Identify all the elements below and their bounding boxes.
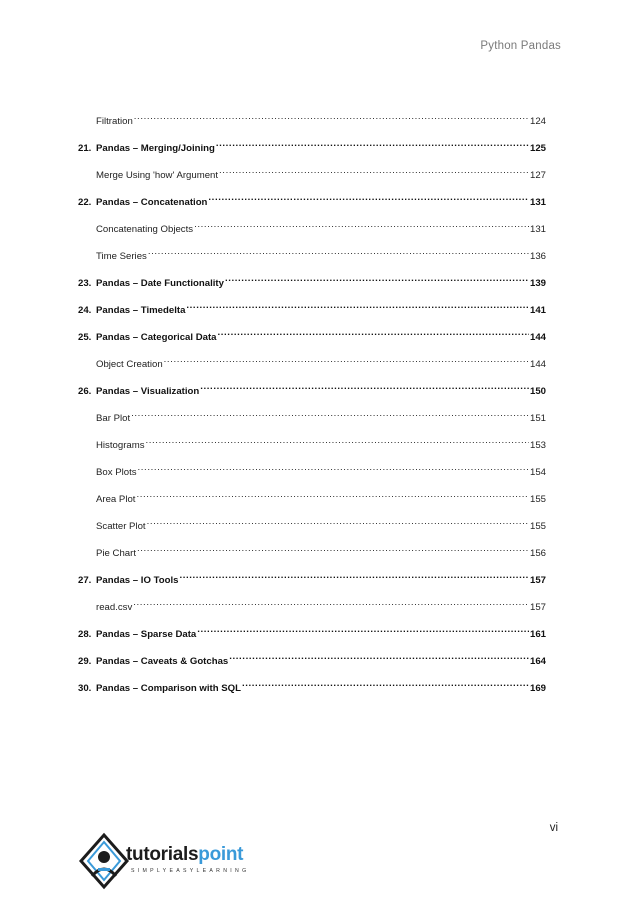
toc-chapter-entry[interactable]	[78, 300, 546, 327]
toc-entry-page: 144	[529, 332, 546, 343]
dot-leader	[131, 408, 529, 421]
toc-entry-title: read.csv	[96, 602, 133, 613]
toc-chapter-entry[interactable]	[78, 651, 546, 678]
dot-leader	[200, 381, 529, 394]
toc-entry-title: Pandas – Sparse Data	[96, 629, 197, 640]
toc-entry-title: Concatenating Objects	[96, 224, 194, 235]
toc-entry-title: Pandas – Categorical Data	[96, 332, 217, 343]
toc-entry-page: 157	[529, 602, 546, 613]
dot-leader	[219, 165, 529, 178]
toc-entry-page: 127	[529, 170, 546, 181]
dot-leader	[138, 462, 529, 475]
toc-entry-title: Area Plot	[96, 494, 136, 505]
toc-chapter-entry[interactable]	[78, 678, 546, 705]
toc-entry-number: 22.	[78, 197, 92, 208]
toc-section-entry[interactable]	[78, 354, 546, 381]
dot-leader	[208, 192, 529, 205]
toc-entry-title: Pandas – Comparison with SQL	[96, 683, 241, 694]
toc-chapter-entry[interactable]	[78, 273, 546, 300]
toc-entry-page: 150	[529, 386, 546, 397]
toc-entry-page: 156	[529, 548, 546, 559]
toc-entry-title: Merge Using 'how' Argument	[96, 170, 219, 181]
dot-leader	[179, 570, 529, 583]
toc-chapter-entry[interactable]	[78, 570, 546, 597]
toc-entry-title: Bar Plot	[96, 413, 131, 424]
toc-entry-title: Scatter Plot	[96, 521, 146, 532]
dot-leader	[242, 678, 529, 691]
dot-leader	[137, 543, 529, 556]
dot-leader	[218, 327, 529, 340]
toc-entry-page: 151	[529, 413, 546, 424]
toc-entry-page: 124	[529, 116, 546, 127]
toc-entry-page: 139	[529, 278, 546, 289]
table-of-contents	[78, 111, 546, 705]
dot-leader	[186, 300, 529, 313]
dot-leader	[164, 354, 529, 367]
toc-section-entry[interactable]	[78, 597, 546, 624]
toc-entry-title: Pandas – Date Functionality	[96, 278, 224, 289]
dot-leader	[134, 111, 529, 124]
toc-entry-title: Box Plots	[96, 467, 137, 478]
toc-entry-page: 169	[529, 683, 546, 694]
toc-chapter-entry[interactable]	[78, 381, 546, 408]
dot-leader	[146, 435, 529, 448]
toc-entry-page: 131	[529, 197, 546, 208]
running-header: Python Pandas	[480, 40, 561, 52]
toc-entry-page: 125	[529, 143, 546, 154]
toc-entry-title: Pandas – Visualization	[96, 386, 200, 397]
toc-entry-title: Pandas – Merging/Joining	[96, 143, 215, 154]
tutorialspoint-logo	[78, 832, 268, 890]
toc-section-entry[interactable]	[78, 516, 546, 543]
toc-entry-number: 23.	[78, 278, 92, 289]
toc-entry-title: Pie Chart	[96, 548, 136, 559]
dot-leader	[216, 138, 529, 151]
toc-entry-page: 154	[529, 467, 546, 478]
toc-entry-title: Pandas – Timedelta	[96, 305, 186, 316]
toc-entry-title: Pandas – Caveats & Gotchas	[96, 656, 229, 667]
toc-entry-page: 155	[529, 521, 546, 532]
toc-entry-number: 27.	[78, 575, 92, 586]
toc-entry-number: 21.	[78, 143, 92, 154]
toc-entry-number: 25.	[78, 332, 92, 343]
logo-wordmark: tutorialspoint	[126, 844, 244, 865]
logo-mark-icon	[78, 832, 130, 890]
dot-leader	[229, 651, 529, 664]
page-number: vi	[549, 822, 558, 834]
toc-section-entry[interactable]	[78, 489, 546, 516]
toc-chapter-entry[interactable]	[78, 624, 546, 651]
toc-section-entry[interactable]	[78, 408, 546, 435]
toc-entry-number: 28.	[78, 629, 92, 640]
toc-entry-page: 155	[529, 494, 546, 505]
toc-section-entry[interactable]	[78, 246, 546, 273]
toc-section-entry[interactable]	[78, 435, 546, 462]
toc-entry-number: 26.	[78, 386, 92, 397]
toc-entry-number: 29.	[78, 656, 92, 667]
toc-entry-page: 157	[529, 575, 546, 586]
dot-leader	[133, 597, 529, 610]
toc-entry-page: 136	[529, 251, 546, 262]
toc-entry-page: 144	[529, 359, 546, 370]
toc-chapter-entry[interactable]	[78, 327, 546, 354]
toc-entry-title: Time Series	[96, 251, 147, 262]
toc-section-entry[interactable]	[78, 219, 546, 246]
dot-leader	[197, 624, 529, 637]
toc-section-entry[interactable]	[78, 165, 546, 192]
toc-entry-title: Pandas – IO Tools	[96, 575, 179, 586]
toc-entry-page: 161	[529, 629, 546, 640]
toc-chapter-entry[interactable]	[78, 192, 546, 219]
toc-section-entry[interactable]	[78, 543, 546, 570]
dot-leader	[136, 489, 529, 502]
toc-entry-title: Pandas – Concatenation	[96, 197, 208, 208]
toc-entry-page: 131	[529, 224, 546, 235]
toc-entry-title: Filtration	[96, 116, 133, 127]
toc-entry-title: Object Creation	[96, 359, 163, 370]
toc-entry-page: 164	[529, 656, 546, 667]
dot-leader	[147, 516, 529, 529]
dot-leader	[148, 246, 529, 259]
toc-entry-number: 24.	[78, 305, 92, 316]
toc-entry-title: Histograms	[96, 440, 145, 451]
toc-section-entry[interactable]	[78, 111, 546, 138]
toc-entry-number: 30.	[78, 683, 92, 694]
toc-chapter-entry[interactable]	[78, 138, 546, 165]
dot-leader	[194, 219, 529, 232]
toc-entry-page: 141	[529, 305, 546, 316]
dot-leader	[225, 273, 529, 286]
toc-entry-page: 153	[529, 440, 546, 451]
toc-section-entry[interactable]	[78, 462, 546, 489]
logo-tagline: SIMPLYEASYLEARNING	[131, 868, 250, 874]
